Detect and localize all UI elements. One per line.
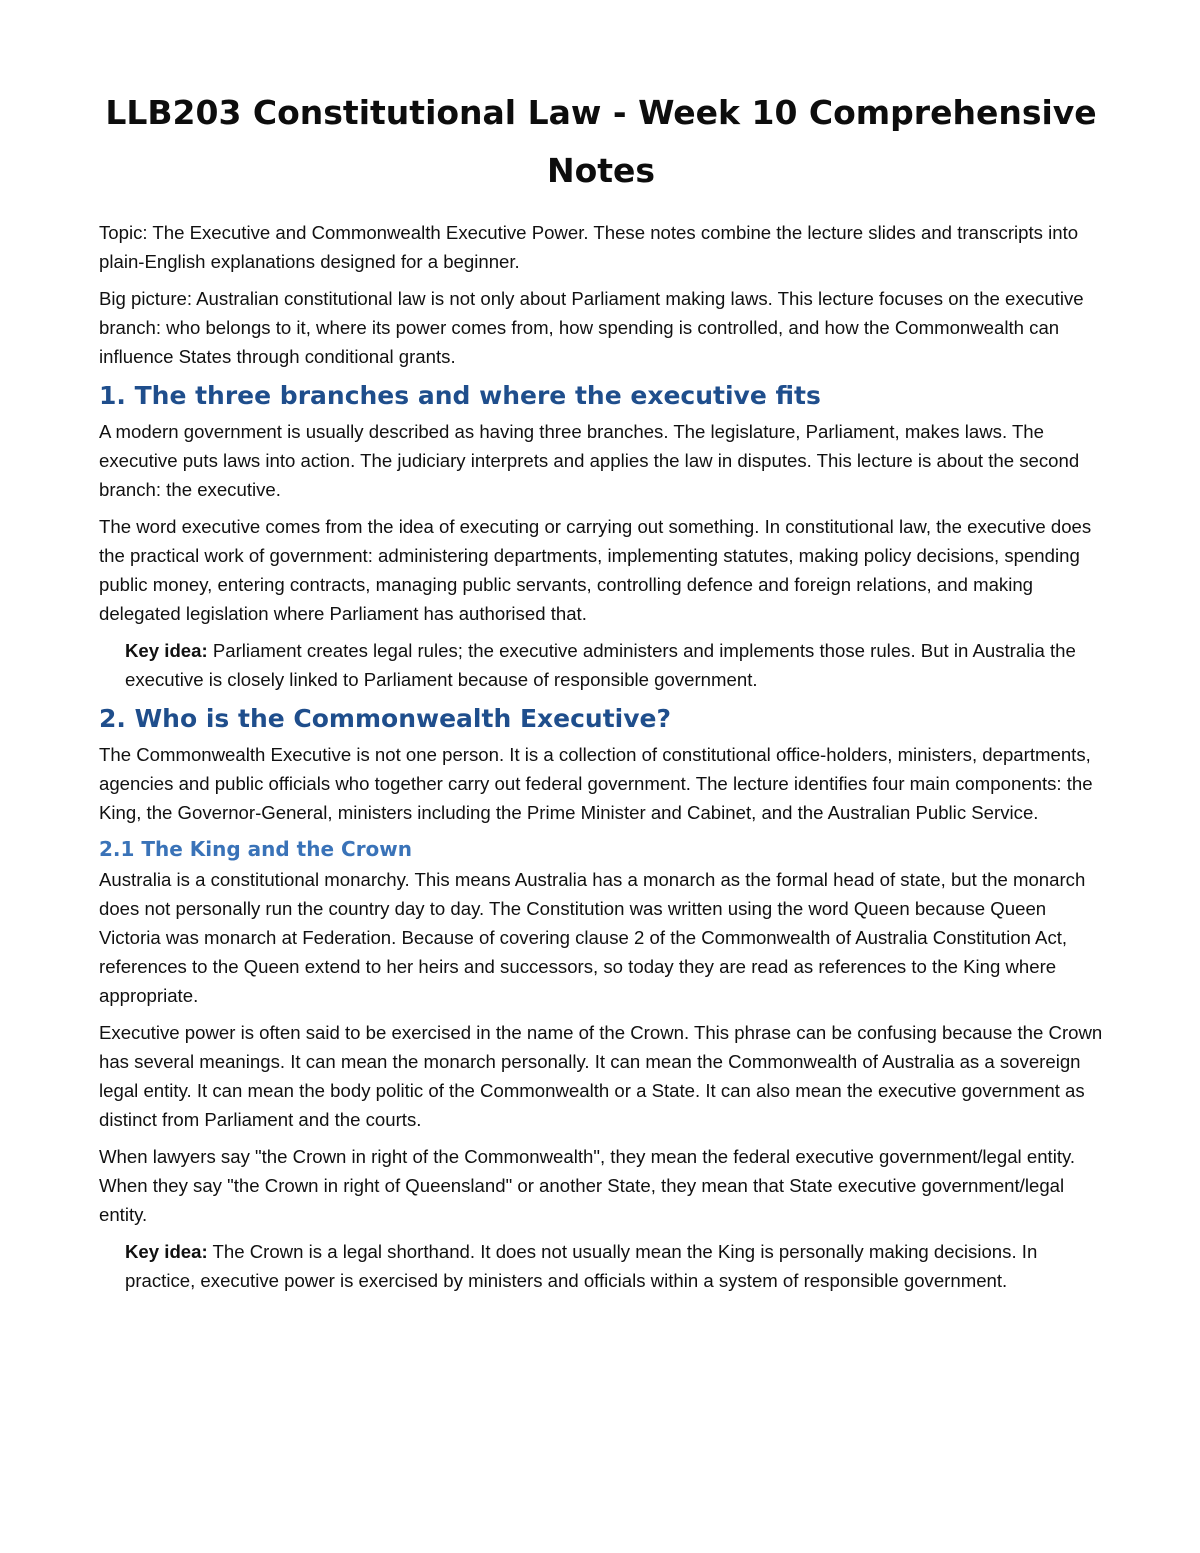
section-1-key-idea [99, 636, 1103, 694]
subsection-2-1-paragraph-3: When lawyers say "the Crown in right of the Commonwealth", they mean the federal executive government/legal entity. When they say "the Crown in right of Queensland" or another State, they mean that State executive government/legal entity. [99, 1146, 1076, 1225]
section-1-paragraph-2: The word executive comes from the idea of executing or carrying out something. In constitutional law, the executive does the practical work of government: administering departments, implementing statutes, making policy decisions, spending public money, entering contracts, managing public servants, controlling defence and foreign relations, and making delegated legislation where Parliament has authorised that. [99, 516, 1092, 624]
section-1-paragraph-1: A modern government is usually described as having three branches. The legislature, Parliament, makes laws. The executive puts laws into action. The judiciary interprets and applies the law in disputes. This lecture is about the second branch: the executive. [99, 421, 1080, 500]
key-idea-text: Parliament creates legal rules; the executive administers and implements those rules. But in Australia the executive is closely linked to Parliament because of responsible government. [125, 640, 1076, 690]
key-idea-text: The Crown is a legal shorthand. It does not usually mean the King is personally making decisions. In practice, executive power is exercised by ministers and officials within a system of responsible government. [125, 1241, 1038, 1291]
subsection-2-1-key-idea [99, 1237, 1103, 1295]
intro-big-picture: Big picture: Australian constitutional law is not only about Parliament making laws. This lecture focuses on the executive branch: who belongs to it, where its power comes from, how spending is controlled, and how the Commonwealth can influence States through conditional grants. [99, 288, 1084, 367]
document-title: LLB203 Constitutional Law - Week 10 Comprehensive Notes [105, 93, 1097, 190]
key-idea-label: Key idea: [125, 640, 208, 661]
intro-topic: Topic: The Executive and Commonwealth Executive Power. These notes combine the lecture slides and transcripts into plain-English explanations designed for a beginner. [99, 222, 1079, 272]
subsection-2-1-paragraph-2: Executive power is often said to be exercised in the name of the Crown. This phrase can be confusing because the Crown has several meanings. It can mean the monarch personally. It can mean the Commonwealth of Australia as a sovereign legal entity. It can mean the body politic of the Commonwealth or a State. It can also mean the executive government as distinct from Parliament and the courts. [99, 1022, 1103, 1130]
subsection-2-1-heading: 2.1 The King and the Crown [99, 837, 413, 861]
section-2-paragraph-1: The Commonwealth Executive is not one person. It is a collection of constitutional office-holders, ministers, departments, agencies and public officials who together carry out federal government. The lecture identifies four main components: the King, the Governor-General, ministers including the Prime Minister and Cabinet, and the Australian Public Service. [99, 744, 1093, 823]
key-idea-label: Key idea: [125, 1241, 208, 1262]
document-page [99, 84, 1103, 1303]
subsection-2-1-paragraph-1: Australia is a constitutional monarchy. This means Australia has a monarch as the formal head of state, but the monarch does not personally run the country day to day. The Constitution was written using the word Queen because Queen Victoria was monarch at Federation. Because of covering clause 2 of the Commonwealth of Australia Constitution Act, references to the Queen extend to her heirs and successors, so today they are read as references to the King where appropriate. [99, 869, 1086, 1006]
section-1-heading: 1. The three branches and where the executive fits [99, 381, 821, 410]
section-2-heading: 2. Who is the Commonwealth Executive? [99, 704, 671, 733]
